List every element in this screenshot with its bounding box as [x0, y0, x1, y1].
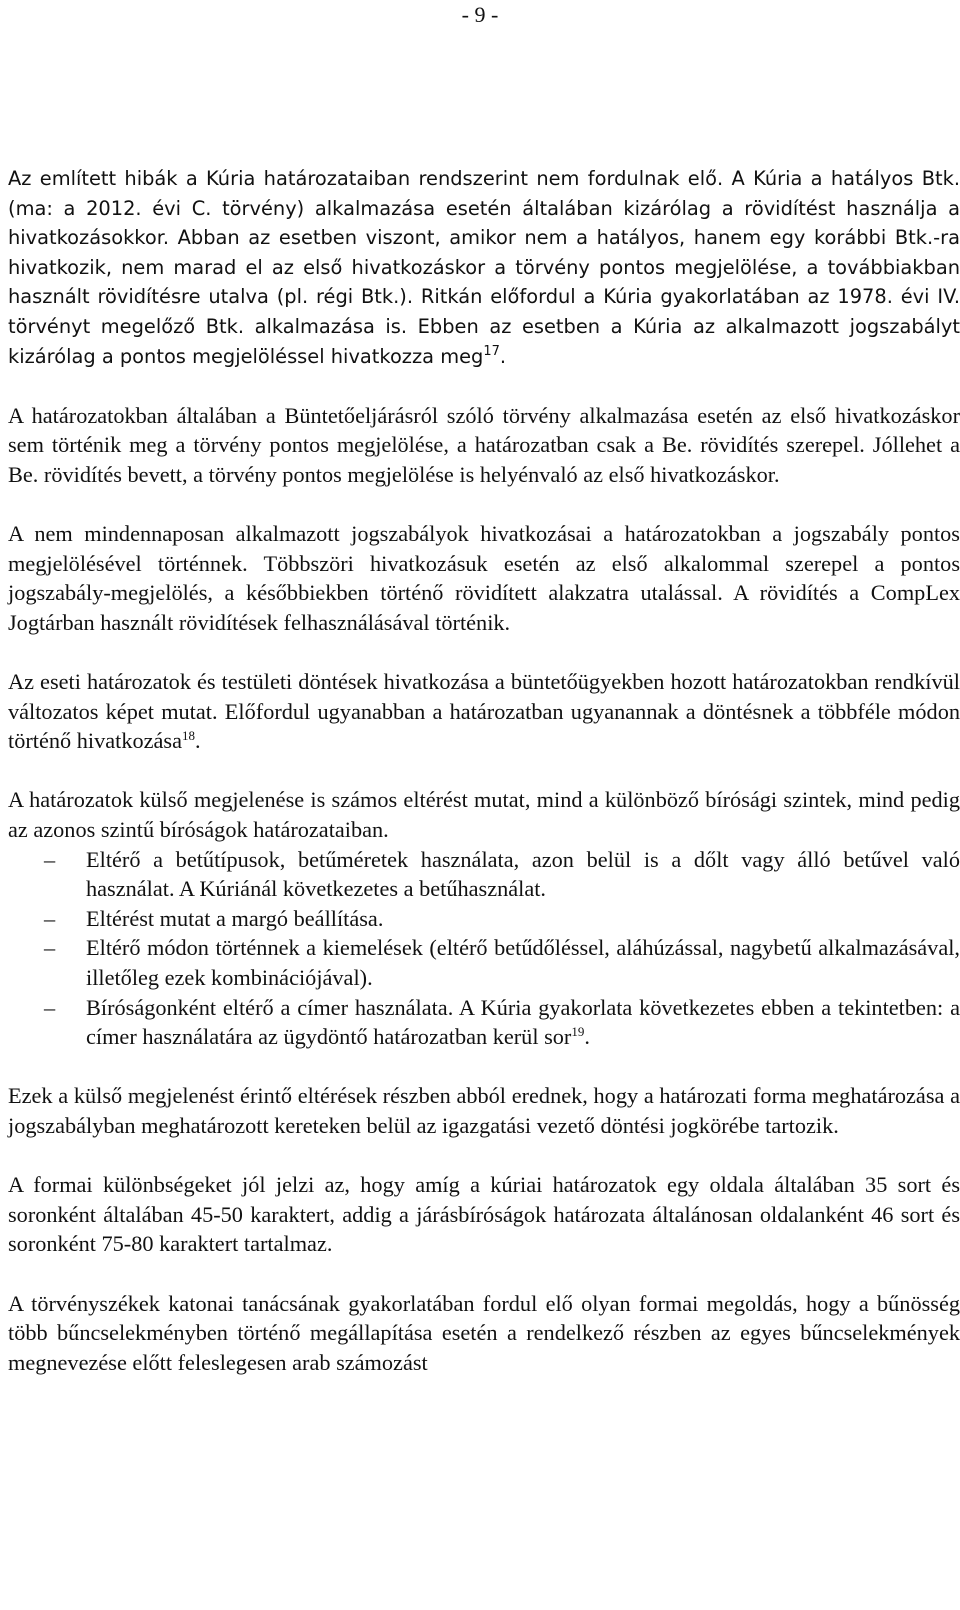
list-item-text: Bíróságonként eltérő a címer használata. A Kúria gyakorlata következetes ebben a tekintetben: a címer használatára az ügydöntő határozatban kerül sor — [86, 994, 960, 1050]
paragraph-text: Az említett hibák a Kúria határozataiban rendszerint nem fordulnak elő. A Kúria a hatályos Btk. (ma: a 2012. évi C. törvény) alkalmazása esetén általában kizárólag a rövidítést használja a hivatkozásokkor. Abban az esetben viszont, amikor nem a hatályos, hanem egy korábbi Btk.-ra hivatkozik, nem marad el az első hivatkozáskor a törvény pontos megjelölése, a továbbiakban használt rövidítésre utalva (pl. régi Btk.). Ritkán előfordul a Kúria gyakorlatában az 1978. évi IV. törvényt megelőző Btk. alkalmazása is. Ebben az esetben a Kúria az alkalmazott jogszabályt kizárólag a pontos megjelöléssel hivatkozza meg — [8, 167, 960, 368]
paragraph-kulso-megjelenes: A határozatok külső megjelenése is számos eltérést mutat, mind a különböző bírósági szintek, mind pedig az azonos szintű bíróságok határozataiban. — [8, 787, 960, 843]
paragraph-text: Az eseti határozatok és testületi döntések hivatkozása a büntetőügyekben hozott határozatokban rendkívül változatos képet mutat. Előfordul ugyanabban a határozatban ugyanannak a döntésnek a többféle módon történő hivatkozása — [8, 669, 960, 754]
footnote-ref-17[interactable]: 17 — [483, 343, 500, 359]
list-item — [8, 904, 960, 934]
paragraph-jogszabalyok: A nem mindennaposan alkalmazott jogszabályok hivatkozásai a határozatokban a jogszabály pontos megjelölésével történnek. Többszöri hivatkozásuk esetén az első alkalommal szerepel a pontos jogszabály-megjelölés, a későbbiekben történő rövidített alakzatra utalással. A rövidítés a CompLex Jogtárban használt rövidítések felhasználásával történik. — [8, 521, 960, 635]
paragraph-formai-kulonbsegek: A formai különbségeket jól jelzi az, hogy amíg a kúriai határozatok egy oldala általában 35 sort és soronként általában 45-50 karaktert, addig a járásbíróságok határozata általánosan oldalanként 46 sort és soronként 75-80 karaktert tartalmaz. — [8, 1172, 960, 1257]
paragraph-eseti-hatarozatok — [8, 667, 960, 756]
difference-list — [8, 845, 960, 1052]
list-item-text: Eltérő a betűtípusok, betűméretek használata, azon belül is a dőlt vagy álló betűvel való használat. A Kúriánál következetes a betűhasználat. — [86, 846, 960, 902]
dash-bullet: – — [44, 994, 56, 1020]
paragraph-kuria-btk — [8, 164, 960, 371]
dash-bullet: – — [44, 846, 56, 872]
paragraph-eltereseink-oka: Ezek a külső megjelenést érintő eltérések részben abból erednek, hogy a határozati forma meghatározása a jogszabályban meghatározott kereteken belül az igazgatási vezető döntési jogkörébe tartozik. — [8, 1083, 960, 1138]
list-item — [8, 993, 960, 1052]
list-item — [8, 933, 960, 992]
paragraph-end: . — [194, 728, 201, 754]
paragraph-be-rovidites: A határozatokban általában a Büntetőeljárásról szóló törvény alkalmazása esetén az első hivatkozáskor sem történik meg a törvény pontos megjelölése, a határozatban csak a Be. rövidítés szerepel. Jóllehet a Be. rövidítés bevett, a törvény pontos megjelölése is helyénvaló az első hivatkozáskor. — [8, 402, 960, 487]
footnote-ref-19[interactable]: 19 — [571, 1024, 585, 1040]
footnote-ref-18[interactable]: 18 — [181, 728, 195, 744]
dash-bullet: – — [44, 935, 56, 961]
page-number: - 9 - — [461, 2, 499, 27]
paragraph-end: . — [499, 344, 507, 368]
dash-bullet: – — [44, 905, 56, 931]
list-item-end: . — [584, 1024, 590, 1050]
list-item-text: Eltérést mutat a margó beállítása. — [86, 905, 384, 931]
paragraph-katonai-tanacs: A törvényszékek katonai tanácsának gyakorlatában fordul elő olyan formai megoldás, hogy a bűnösség több bűncselekményben történő megállapítása esetén a rendelkező részben az egyes bűncselekmények megnevezése előtt feleslegesen arab számozást — [8, 1290, 960, 1375]
document-body — [8, 164, 960, 1407]
list-item — [8, 845, 960, 904]
list-item-text: Eltérő módon történnek a kiemelések (eltérő betűdőléssel, aláhúzással, nagybetű alkalmazásával, illetőleg ezek kombinációjával). — [86, 935, 960, 991]
